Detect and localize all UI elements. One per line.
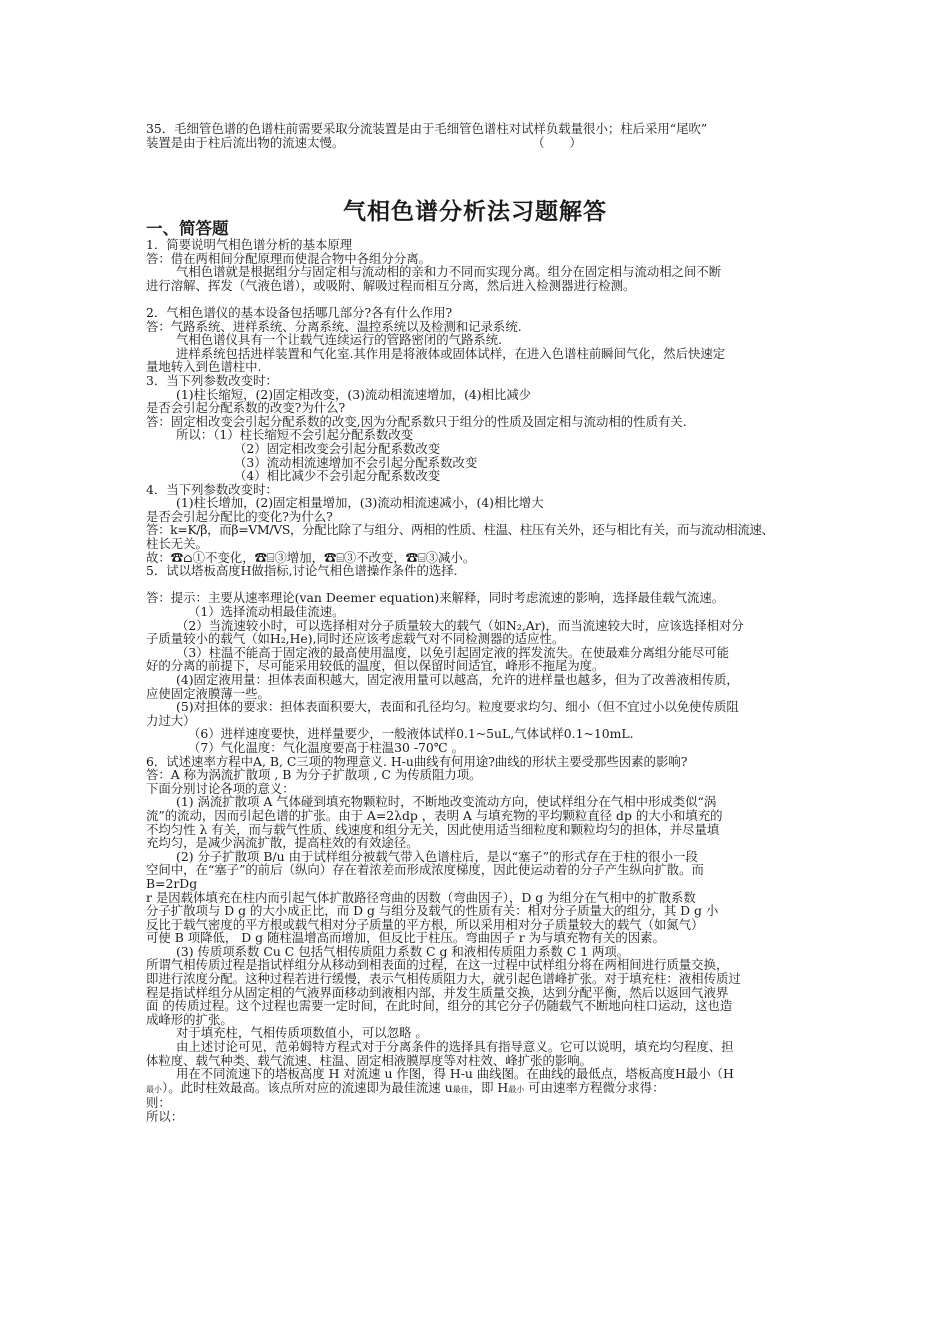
q1-question: 1．简要说明气相色谱分析的基本原理 — [146, 237, 353, 252]
q35-line-1: 35．毛细管色谱的色谱柱前需要采取分流装置是由于毛细管色谱柱对试样负载量很小；柱后采用“尾吹” — [146, 121, 708, 136]
q5-answer-12: （7）气化温度：气化温度要高于柱温30 -70℃ 。 — [188, 739, 464, 755]
q6-answer-20: 对于填充柱，气相传质项数值小，可以忽略 。 — [176, 1025, 428, 1041]
q4-answer-3: 故：☎⌂①不变化，☎⌸③增加，☎⌸③不改变，☎⌸③减小。 — [146, 549, 476, 565]
q5-answer-3: （2）当流速较小时，可以选择相对分子质量较大的载气（如N₂,Ar)，而当流速较大时，应该选择相对分 — [176, 617, 744, 633]
q6-question: 6．试述速率方程中A, B, C三项的物理意义. H-u曲线有何用途?曲线的形状主要受那些因素的影响? — [146, 753, 688, 769]
q2-answer-1: 答：气路系统、进样系统、分离系统、温控系统以及检测和记录系统. — [146, 318, 522, 334]
answer-bracket: （ ） — [532, 134, 582, 150]
q6-answer-14: (3) 传质项系数 Cu C 包括气相传质阻力系数 C g 和液相传质阻力系数 C 1 两项。 — [176, 943, 630, 959]
q3-question: 3．当下列参数改变时： — [146, 372, 278, 388]
q4-answer-2: 柱长无关。 — [146, 536, 208, 552]
q6-answer-19: 成峰形的扩张。 — [146, 1011, 233, 1027]
q1-answer-1: 答：借在两相间分配原理而使混合物中各组分分离。 — [146, 250, 431, 266]
q3-answer-2: 所以：（1）柱长缩短不会引起分配系数改变 — [176, 427, 414, 443]
q6-answer-26: 所以： — [146, 1109, 184, 1124]
q6-answer-23: 用在不同流速下的塔板高度 H 对流速 u 作图，得 H-u 曲线图。在曲线的最低点，塔板高度H最小（H — [176, 1066, 734, 1082]
q6-answer-5: 不均匀性 λ 有关，而与载气性质、线速度和组分无关，因此使用适当细粒度和颗粒均匀的担体，并尽量填 — [146, 821, 720, 837]
q3-answer-3: （2）固定相改变会引起分配系数改变 — [234, 440, 441, 456]
q4-question: 4．当下列参数改变时： — [146, 481, 278, 497]
q5-answer-10: 力过大） — [146, 712, 196, 728]
q6-answer-17: 程是指试样组分从固定相的气液界面移动到液相内部，并发生质量交换，达到分配平衡，然后以返回气液界 — [146, 984, 729, 1000]
question-4 — [146, 483, 812, 565]
q3-answer-4: （3）流动相流速增加不会引起分配系数改变 — [234, 454, 478, 470]
q6-answer-15: 所谓气相传质过程是指试样组分从移动到相表面的过程，在这一过程中试样组分将在两相间进行质量交换， — [146, 957, 729, 973]
q5-answer-9: (5)对担体的要求：担体表面积要大，表面和孔径均匀。粒度要求均匀、细小（但不宜过小以免使传质阻 — [176, 699, 739, 715]
question-2 — [146, 306, 812, 374]
question-3 — [146, 374, 812, 483]
q1-answer-2: 气相色谱就是根据组分与固定相与流动相的亲和力不同而实现分离。组分在固定相与流动相之间不断 — [176, 264, 722, 280]
q6-answer-12: 反比于载气密度的平方根或载气相对分子质量的平方根，所以采用相对分子质量较大的载气（如氮气） — [146, 916, 704, 932]
q6-answer-24-text: ）。此时柱效最高。该点所对应的流速即为最佳流速 u — [162, 1079, 453, 1095]
q6-answer-22: 体粒度、载气种类、载气流速、柱温、固定相液膜厚度等对柱效、峰扩张的影响。 — [146, 1052, 593, 1068]
question-6 — [146, 755, 812, 1124]
q3-answer-5: （4）相比减少不会引起分配系数改变 — [234, 468, 441, 484]
q6-answer-16: 即进行浓度分配。这种过程若进行缓慢，表示气相传质阻力大，就引起色谱峰扩张。对于填充柱：液相传质过 — [146, 971, 741, 987]
q6-answer-24-text-3: 可由速率方程微分求得： — [524, 1079, 665, 1095]
q6-answer-4: 流”的流动，因而引起色谱的扩张。由于 A=2λdp ，表明 A 与填充物的平均颗粒直径 dp 的大小和填充的 — [146, 807, 723, 823]
question-35 — [146, 122, 812, 149]
q5-answer-11: （6）进样速度要快，进样量要少，一般液体试样0.1~5uL,气体试样0.1~10mL. — [188, 726, 634, 742]
q6-answer-9: B=2rDg — [146, 875, 198, 891]
q2-answer-2: 气相色谱仪具有一个让载气连续运行的管路密闭的气路系统. — [176, 332, 503, 348]
q6-answer-21: 由上述讨论可见，范弟姆特方程式对于分离条件的选择具有指导意义。它可以说明，填充均匀程度、担 — [176, 1039, 734, 1055]
q4-params: (1)柱长增加，(2)固定相量增加，(3)流动相流速减小，(4)相比增大 — [176, 495, 544, 511]
q6-answer-24-text-2: ，即 H — [468, 1079, 509, 1095]
q5-answer-4: 子质量较小的载气（如H₂,He),同时还应该考虑载气对不同检测器的适应性。 — [146, 631, 565, 647]
q6-answer-2: 下面分别讨论各项的意义： — [146, 780, 295, 796]
q3-question-2: 是否会引起分配系数的改变?为什么? — [146, 400, 346, 416]
q5-answer-8: 应使固定液膜薄一些。 — [146, 685, 270, 701]
q5-answer-1: 答：提示：主要从速率理论(van Deemer equation)来解释，同时考虑流速的影响，选择最佳载气流速。 — [146, 590, 725, 606]
q2-answer-3: 进样系统包括进样装置和气化室.其作用是将液体或固体试样，在进入色谱柱前瞬间气化，然后快速定 — [176, 345, 726, 361]
question-5 — [146, 564, 812, 754]
q5-answer-2: （1）选择流动相最佳流速。 — [188, 604, 345, 620]
q5-question: 5．试以塔板高度H做指标,讨论气相色谱操作条件的选择. — [146, 563, 458, 579]
q6-answer-3: (1) 涡流扩散项 A 气体碰到填充物颗粒时，不断地改变流动方向，使试样组分在气相中形成类似“涡 — [176, 794, 717, 810]
subscript-min-2: 最小 — [508, 1084, 525, 1094]
q2-answer-4: 量地转入到色谱柱中. — [146, 359, 262, 375]
q1-answer-3: 进行溶解、挥发（气液色谱），或吸附、解吸过程而相互分离，然后进入检测器进行检测。 — [146, 277, 636, 293]
question-1 — [146, 238, 812, 292]
q6-answer-25: 则： — [146, 1095, 171, 1111]
q6-answer-13: 可使 B 项降低， D g 随柱温增高而增加，但反比于柱压。弯曲因子 r 为与填充物有关的因素。 — [146, 930, 665, 946]
q3-params: (1)柱长缩短，(2)固定相改变，(3)流动相流速增加，(4)相比减少 — [176, 386, 532, 402]
q6-answer-24 — [146, 1081, 812, 1097]
q6-answer-18: 面 的传质过程。这个过程也需要一定时间，在此时间，组分的其它分子仍随载气不断地向柱口运动，这也造 — [146, 998, 733, 1014]
q35-line-2-text: 装置是由于柱后流出物的流速太慢。 — [146, 134, 345, 150]
page-title: 气相色谱分析法习题解答 — [343, 199, 607, 225]
q2-question: 2．气相色谱仪的基本设备包括哪几部分?各有什么作用? — [146, 304, 453, 320]
q6-answer-7: (2) 分子扩散项 B/u 由于试样组分被载气带入色谱柱后，是以“塞子”的形式存在于柱的很小一段 — [176, 848, 698, 864]
q6-answer-8: 空间中，在“塞子”的前后（纵向）存在着浓差而形成浓度梯度，因此使运动着的分子产生纵向扩散。而 — [146, 862, 704, 878]
q4-answer-1: 答：k=K/β，而β=VM/VS，分配比除了与组分、两相的性质、柱温、柱压有关外，还与相比有关，而与流动相流速、 — [146, 522, 774, 538]
q6-answer-6: 充均匀，是减少涡流扩散，提高柱效的有效途径。 — [146, 835, 419, 851]
q5-answer-6: 好的分离的前提下，尽可能采用较低的温度，但以保留时间适宜，峰形不拖尾为度。 — [146, 658, 605, 674]
document-body — [146, 220, 812, 1124]
q6-answer-10: r 是因载体填充在柱内而引起气体扩散路径弯曲的因数（弯曲因子），D g 为组分在气相中的扩散系数 — [146, 889, 696, 905]
q4-question-2: 是否会引起分配比的变化?为什么? — [146, 508, 333, 524]
q35-line-2 — [146, 136, 812, 150]
q6-answer-11: 分子扩散项与 D g 的大小成正比，而 D g 与组分及载气的性质有关：相对分子质量大的组分，其 D g 小 — [146, 903, 719, 919]
q6-answer-1: 答：A 称为涡流扩散项 , B 为分子扩散项 , C 为传质阻力项。 — [146, 767, 482, 783]
q5-answer-7: (4)固定液用量：担体表面积越大，固定液用量可以越高，允许的进样量也越多，但为了改善液相传质， — [176, 672, 739, 687]
subscript-min: 最小 — [146, 1084, 162, 1094]
q3-answer-1: 答：固定相改变会引起分配系数的改变,因为分配系数只于组分的性质及固定相与流动相的性质有关. — [146, 413, 687, 429]
q5-answer-5: （3）柱温不能高于固定液的最高使用温度，以免引起固定液的挥发流失。在使最难分离组分能尽可能 — [176, 644, 730, 660]
subscript-optimal: 最佳 — [452, 1084, 469, 1094]
section-heading: 一、简答题 — [146, 219, 229, 238]
